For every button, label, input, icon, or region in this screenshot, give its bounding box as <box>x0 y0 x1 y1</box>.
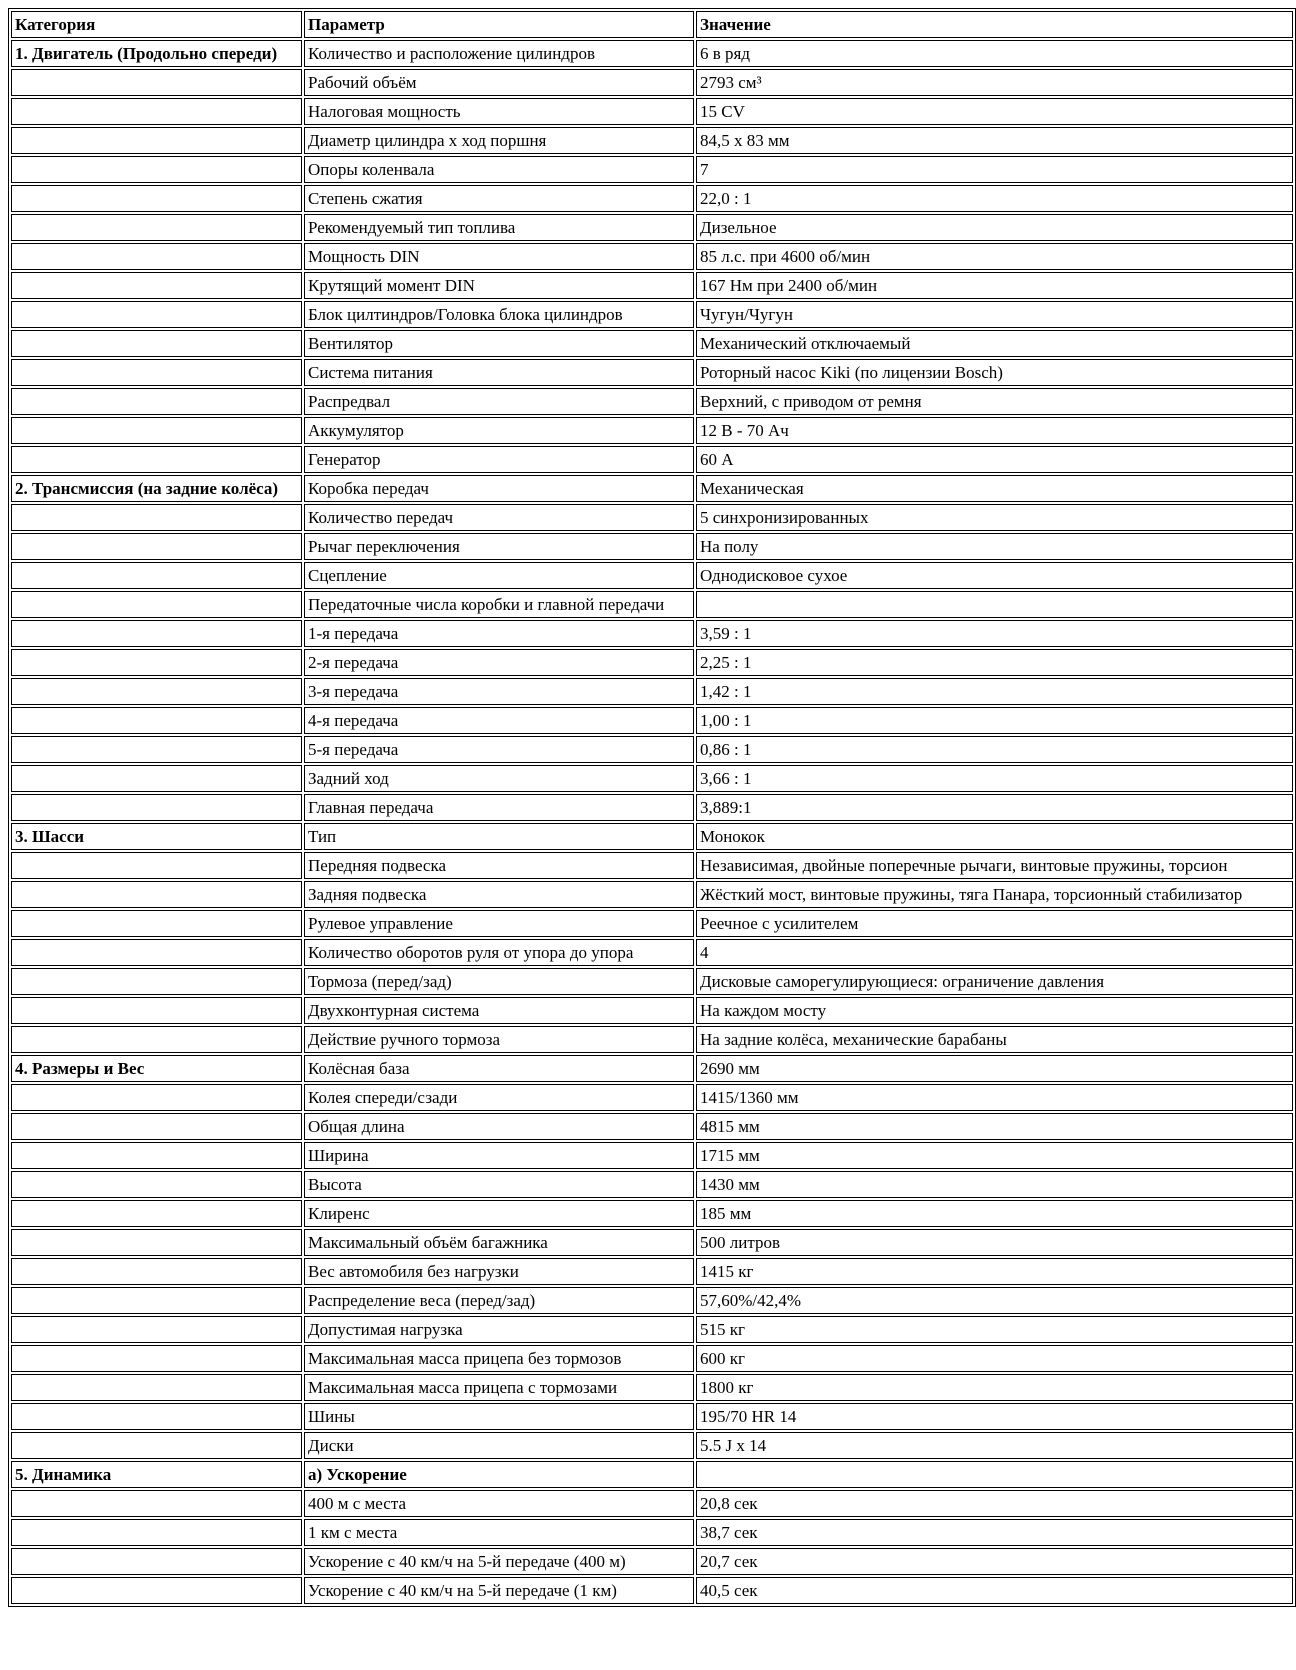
category-cell <box>11 446 302 473</box>
value-cell: 1415 кг <box>696 1258 1293 1285</box>
value-cell: Чугун/Чугун <box>696 301 1293 328</box>
table-row <box>11 591 1293 618</box>
category-cell <box>11 1345 302 1372</box>
table-row <box>11 620 1293 647</box>
table-row <box>11 736 1293 763</box>
category-cell: 4. Размеры и Вес <box>11 1055 302 1082</box>
value-cell: 22,0 : 1 <box>696 185 1293 212</box>
category-cell <box>11 127 302 154</box>
table-row <box>11 649 1293 676</box>
category-cell <box>11 69 302 96</box>
value-cell: 15 CV <box>696 98 1293 125</box>
table-row <box>11 1374 1293 1401</box>
category-cell: 3. Шасси <box>11 823 302 850</box>
value-cell: Независимая, двойные поперечные рычаги, винтовые пружины, торсион <box>696 852 1293 879</box>
category-cell <box>11 736 302 763</box>
parameter-cell: Диаметр цилиндра x ход поршня <box>304 127 694 154</box>
table-row <box>11 69 1293 96</box>
table-row <box>11 1403 1293 1430</box>
parameter-cell: Сцепление <box>304 562 694 589</box>
value-cell: 20,8 сек <box>696 1490 1293 1517</box>
value-cell: 5.5 J x 14 <box>696 1432 1293 1459</box>
parameter-cell: Диски <box>304 1432 694 1459</box>
parameter-cell: Количество оборотов руля от упора до упора <box>304 939 694 966</box>
category-cell <box>11 939 302 966</box>
parameter-cell: 3-я передача <box>304 678 694 705</box>
table-row <box>11 1229 1293 1256</box>
table-row <box>11 330 1293 357</box>
value-cell: Механическая <box>696 475 1293 502</box>
value-cell: 84,5 x 83 мм <box>696 127 1293 154</box>
parameter-cell: Высота <box>304 1171 694 1198</box>
table-row <box>11 1432 1293 1459</box>
parameter-cell: Максимальная масса прицепа с тормозами <box>304 1374 694 1401</box>
category-cell <box>11 243 302 270</box>
parameter-cell: Генератор <box>304 446 694 473</box>
parameter-cell: Распредвал <box>304 388 694 415</box>
value-cell: 1415/1360 мм <box>696 1084 1293 1111</box>
category-cell <box>11 417 302 444</box>
category-cell <box>11 1316 302 1343</box>
value-cell: На полу <box>696 533 1293 560</box>
value-cell: На каждом мосту <box>696 997 1293 1024</box>
parameter-cell: Максимальная масса прицепа без тормозов <box>304 1345 694 1372</box>
table-row <box>11 678 1293 705</box>
table-row <box>11 823 1293 850</box>
table-row <box>11 1055 1293 1082</box>
value-cell: На задние колёса, механические барабаны <box>696 1026 1293 1053</box>
value-cell: 60 А <box>696 446 1293 473</box>
value-cell: Монокок <box>696 823 1293 850</box>
value-cell: 85 л.с. при 4600 об/мин <box>696 243 1293 270</box>
value-cell: 20,7 сек <box>696 1548 1293 1575</box>
table-row <box>11 765 1293 792</box>
table-row <box>11 446 1293 473</box>
value-cell <box>696 1461 1293 1488</box>
table-row <box>11 910 1293 937</box>
table-row <box>11 1316 1293 1343</box>
table-row <box>11 1142 1293 1169</box>
parameter-cell: а) Ускорение <box>304 1461 694 1488</box>
category-cell <box>11 1403 302 1430</box>
table-row <box>11 1490 1293 1517</box>
value-cell: Жёсткий мост, винтовые пружины, тяга Панара, торсионный стабилизатор <box>696 881 1293 908</box>
category-cell <box>11 707 302 734</box>
table-row <box>11 852 1293 879</box>
parameter-cell: Крутящий момент DIN <box>304 272 694 299</box>
category-cell: 1. Двигатель (Продольно спереди) <box>11 40 302 67</box>
value-cell: Реечное с усилителем <box>696 910 1293 937</box>
category-cell <box>11 185 302 212</box>
category-cell <box>11 1432 302 1459</box>
table-row <box>11 1345 1293 1372</box>
value-cell: 2690 мм <box>696 1055 1293 1082</box>
parameter-cell: Блок цилтиндров/Головка блока цилиндров <box>304 301 694 328</box>
value-cell: 1430 мм <box>696 1171 1293 1198</box>
value-cell: 4 <box>696 939 1293 966</box>
value-cell: 0,86 : 1 <box>696 736 1293 763</box>
value-cell: 1,00 : 1 <box>696 707 1293 734</box>
category-cell <box>11 881 302 908</box>
value-cell: 515 кг <box>696 1316 1293 1343</box>
category-cell <box>11 533 302 560</box>
value-cell: 2,25 : 1 <box>696 649 1293 676</box>
category-cell <box>11 1084 302 1111</box>
category-cell <box>11 1287 302 1314</box>
table-row <box>11 1084 1293 1111</box>
value-cell <box>696 591 1293 618</box>
table-row <box>11 1171 1293 1198</box>
table-row <box>11 562 1293 589</box>
table-row <box>11 359 1293 386</box>
parameter-cell: Коробка передач <box>304 475 694 502</box>
value-cell: Роторный насос Kiki (по лицензии Bosch) <box>696 359 1293 386</box>
table-row <box>11 1258 1293 1285</box>
parameter-cell: Двухконтурная система <box>304 997 694 1024</box>
table-row <box>11 156 1293 183</box>
value-cell: 38,7 сек <box>696 1519 1293 1546</box>
parameter-cell: Количество и расположение цилиндров <box>304 40 694 67</box>
parameter-cell: 5-я передача <box>304 736 694 763</box>
category-cell <box>11 272 302 299</box>
parameter-cell: Опоры коленвала <box>304 156 694 183</box>
category-cell <box>11 1113 302 1140</box>
value-cell: 12 В - 70 Ач <box>696 417 1293 444</box>
parameter-cell: 400 м с места <box>304 1490 694 1517</box>
parameter-cell: Количество передач <box>304 504 694 531</box>
table-body <box>11 40 1293 1604</box>
value-cell: 3,66 : 1 <box>696 765 1293 792</box>
value-cell: 500 литров <box>696 1229 1293 1256</box>
category-cell <box>11 1200 302 1227</box>
category-cell <box>11 678 302 705</box>
spec-table <box>8 8 1296 1607</box>
table-row <box>11 504 1293 531</box>
category-cell <box>11 1577 302 1604</box>
parameter-cell: Тип <box>304 823 694 850</box>
category-cell <box>11 388 302 415</box>
table-row <box>11 881 1293 908</box>
parameter-cell: Аккумулятор <box>304 417 694 444</box>
table-row <box>11 1200 1293 1227</box>
value-cell: 5 синхронизированных <box>696 504 1293 531</box>
table-row <box>11 40 1293 67</box>
category-cell <box>11 504 302 531</box>
value-cell: 1715 мм <box>696 1142 1293 1169</box>
category-cell <box>11 98 302 125</box>
category-cell <box>11 1258 302 1285</box>
parameter-cell: Колёсная база <box>304 1055 694 1082</box>
parameter-cell: Колея спереди/сзади <box>304 1084 694 1111</box>
table-row <box>11 1548 1293 1575</box>
table-row <box>11 533 1293 560</box>
category-cell <box>11 1374 302 1401</box>
parameter-cell: Тормоза (перед/зад) <box>304 968 694 995</box>
table-row <box>11 1287 1293 1314</box>
header-row <box>11 11 1293 38</box>
parameter-cell: Ширина <box>304 1142 694 1169</box>
category-cell: 2. Трансмиссия (на задние колёса) <box>11 475 302 502</box>
parameter-cell: Ускорение с 40 км/ч на 5-й передаче (400 м) <box>304 1548 694 1575</box>
parameter-cell: Вентилятор <box>304 330 694 357</box>
parameter-cell: Клиренс <box>304 1200 694 1227</box>
value-cell: 1,42 : 1 <box>696 678 1293 705</box>
category-cell <box>11 1026 302 1053</box>
parameter-cell: Действие ручного тормоза <box>304 1026 694 1053</box>
parameter-cell: Ускорение с 40 км/ч на 5-й передаче (1 км) <box>304 1577 694 1604</box>
value-cell: 185 мм <box>696 1200 1293 1227</box>
value-cell: 195/70 HR 14 <box>696 1403 1293 1430</box>
parameter-cell: 2-я передача <box>304 649 694 676</box>
table-row <box>11 1577 1293 1604</box>
parameter-cell: Вес автомобиля без нагрузки <box>304 1258 694 1285</box>
parameter-cell: Налоговая мощность <box>304 98 694 125</box>
table-row <box>11 794 1293 821</box>
category-cell <box>11 1229 302 1256</box>
category-cell <box>11 1171 302 1198</box>
table-row <box>11 301 1293 328</box>
parameter-cell: Распределение веса (перед/зад) <box>304 1287 694 1314</box>
parameter-cell: Система питания <box>304 359 694 386</box>
parameter-cell: Допустимая нагрузка <box>304 1316 694 1343</box>
table-row <box>11 417 1293 444</box>
category-cell <box>11 794 302 821</box>
value-cell: 4815 мм <box>696 1113 1293 1140</box>
category-cell <box>11 156 302 183</box>
table-row <box>11 1113 1293 1140</box>
category-cell <box>11 997 302 1024</box>
table-row <box>11 707 1293 734</box>
parameter-cell: Рулевое управление <box>304 910 694 937</box>
category-cell <box>11 620 302 647</box>
value-cell: Механический отключаемый <box>696 330 1293 357</box>
category-cell <box>11 591 302 618</box>
header-category: Категория <box>11 11 302 38</box>
table-row <box>11 243 1293 270</box>
value-cell: Верхний, с приводом от ремня <box>696 388 1293 415</box>
parameter-cell: 1 км с места <box>304 1519 694 1546</box>
table-row <box>11 1026 1293 1053</box>
category-cell <box>11 214 302 241</box>
parameter-cell: Общая длина <box>304 1113 694 1140</box>
parameter-cell: Передняя подвеска <box>304 852 694 879</box>
category-cell <box>11 330 302 357</box>
parameter-cell: Мощность DIN <box>304 243 694 270</box>
table-row <box>11 272 1293 299</box>
parameter-cell: 1-я передача <box>304 620 694 647</box>
category-cell <box>11 968 302 995</box>
value-cell: 3,59 : 1 <box>696 620 1293 647</box>
category-cell <box>11 301 302 328</box>
category-cell <box>11 1490 302 1517</box>
value-cell: 2793 см³ <box>696 69 1293 96</box>
value-cell: 6 в ряд <box>696 40 1293 67</box>
category-cell <box>11 1519 302 1546</box>
value-cell: 40,5 сек <box>696 1577 1293 1604</box>
value-cell: Дизельное <box>696 214 1293 241</box>
value-cell: 57,60%/42,4% <box>696 1287 1293 1314</box>
parameter-cell: Задний ход <box>304 765 694 792</box>
table-row <box>11 127 1293 154</box>
parameter-cell: Передаточные числа коробки и главной передачи <box>304 591 694 618</box>
category-cell <box>11 1548 302 1575</box>
category-cell: 5. Динамика <box>11 1461 302 1488</box>
table-row <box>11 939 1293 966</box>
category-cell <box>11 359 302 386</box>
header-parameter: Параметр <box>304 11 694 38</box>
value-cell: 7 <box>696 156 1293 183</box>
value-cell: 3,889:1 <box>696 794 1293 821</box>
table-row <box>11 214 1293 241</box>
parameter-cell: Рабочий объём <box>304 69 694 96</box>
parameter-cell: 4-я передача <box>304 707 694 734</box>
table-row <box>11 388 1293 415</box>
parameter-cell: Шины <box>304 1403 694 1430</box>
value-cell: 1800 кг <box>696 1374 1293 1401</box>
parameter-cell: Максимальный объём багажника <box>304 1229 694 1256</box>
category-cell <box>11 910 302 937</box>
table-row <box>11 1519 1293 1546</box>
parameter-cell: Рычаг переключения <box>304 533 694 560</box>
value-cell: Однодисковое сухое <box>696 562 1293 589</box>
value-cell: 167 Нм при 2400 об/мин <box>696 272 1293 299</box>
parameter-cell: Рекомендуемый тип топлива <box>304 214 694 241</box>
category-cell <box>11 1142 302 1169</box>
category-cell <box>11 562 302 589</box>
table-row <box>11 475 1293 502</box>
table-row <box>11 1461 1293 1488</box>
value-cell: 600 кг <box>696 1345 1293 1372</box>
table-row <box>11 968 1293 995</box>
category-cell <box>11 649 302 676</box>
table-row <box>11 997 1293 1024</box>
category-cell <box>11 765 302 792</box>
header-value: Значение <box>696 11 1293 38</box>
parameter-cell: Степень сжатия <box>304 185 694 212</box>
category-cell <box>11 852 302 879</box>
table-row <box>11 185 1293 212</box>
parameter-cell: Главная передача <box>304 794 694 821</box>
value-cell: Дисковые саморегулирующиеся: ограничение давления <box>696 968 1293 995</box>
parameter-cell: Задняя подвеска <box>304 881 694 908</box>
table-row <box>11 98 1293 125</box>
